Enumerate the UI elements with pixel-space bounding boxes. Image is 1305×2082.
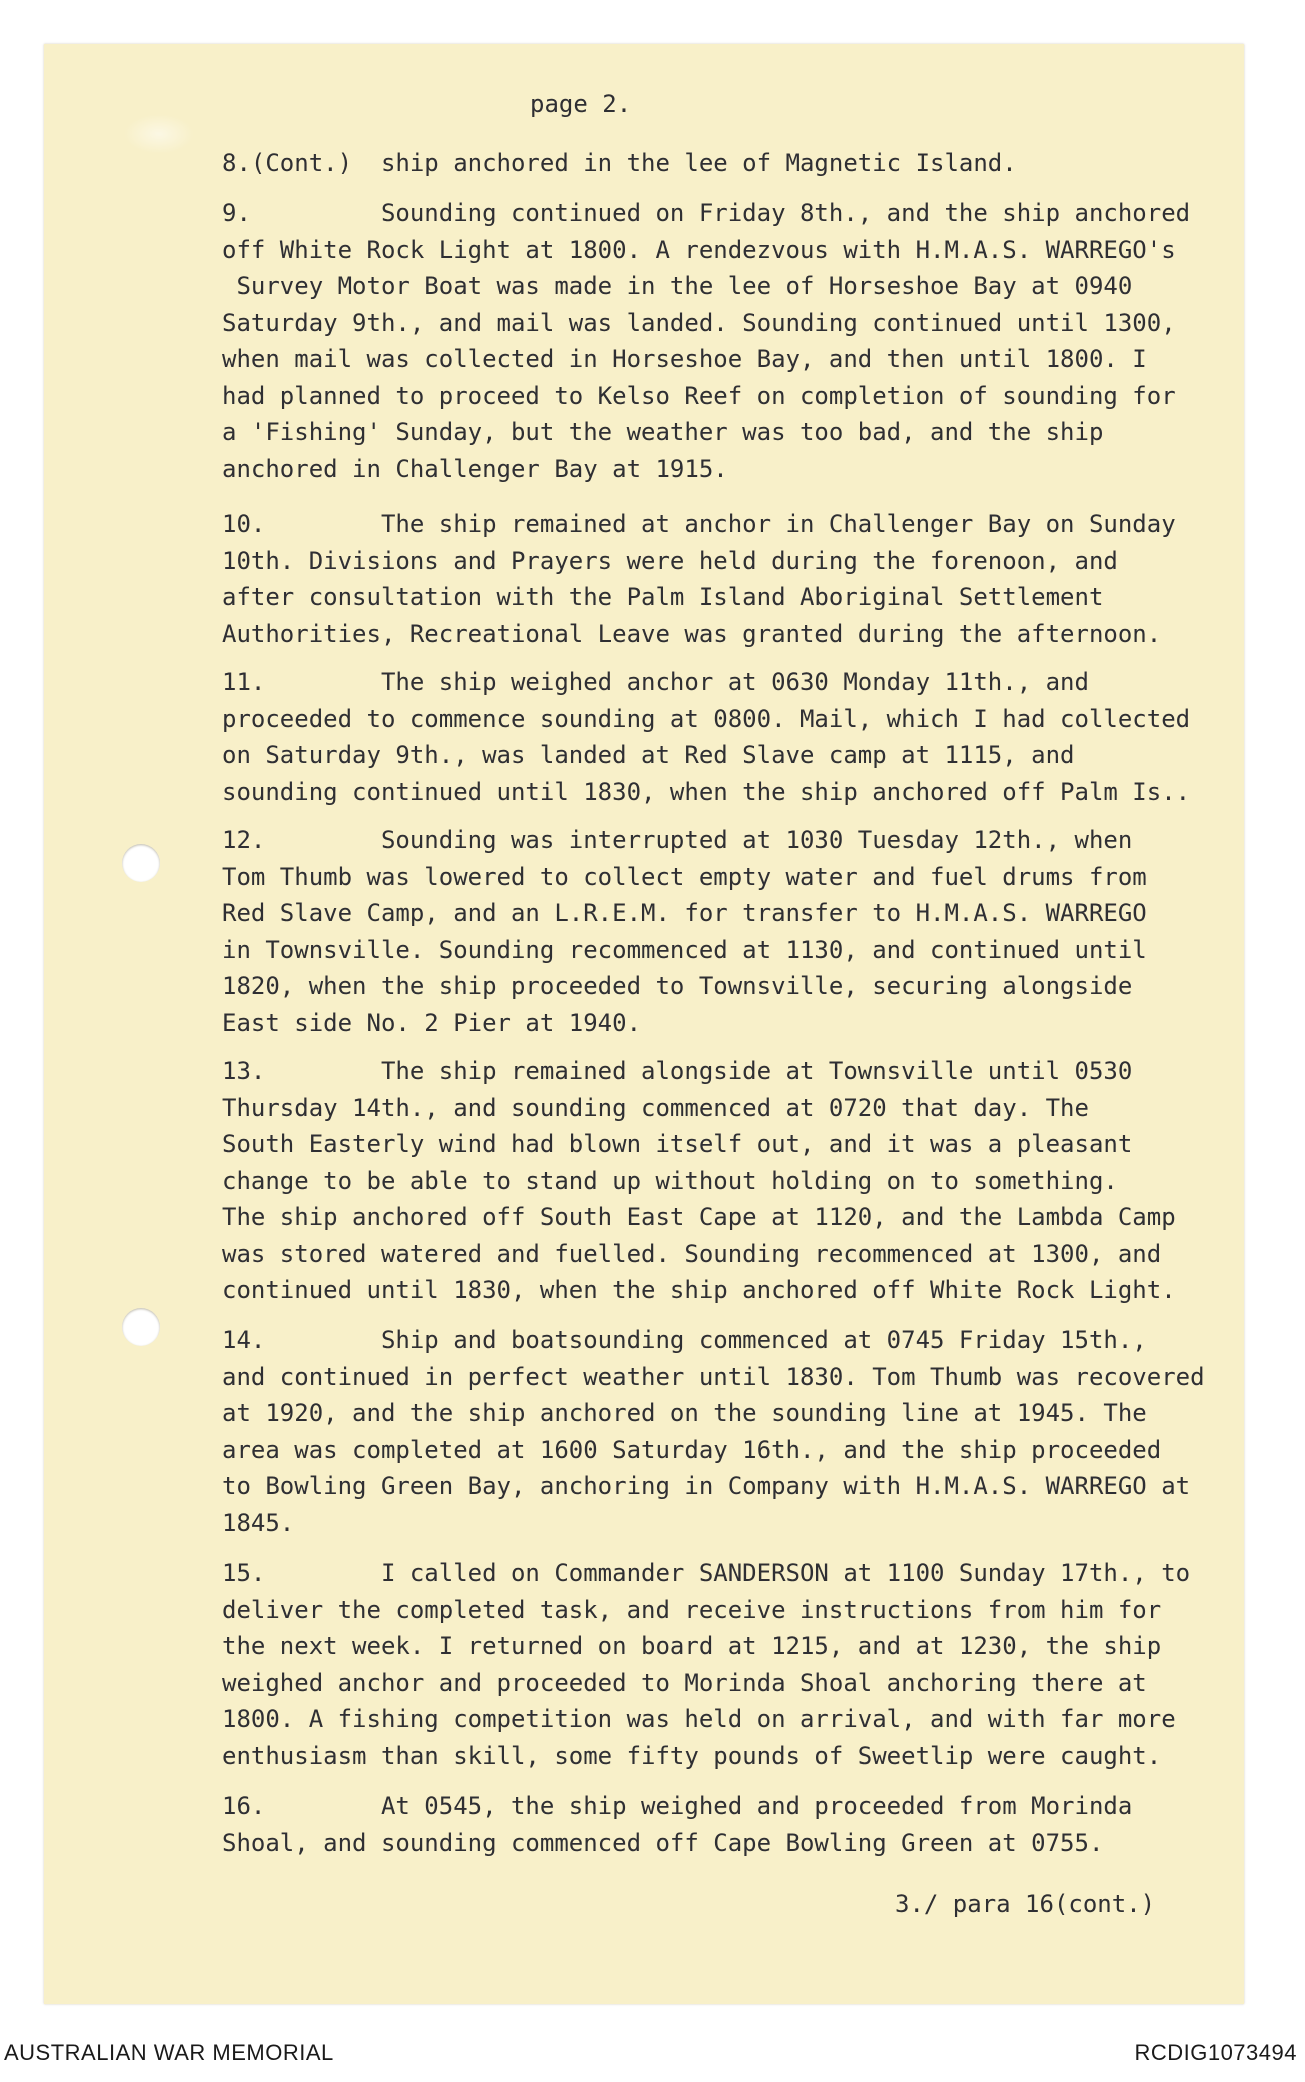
text-line: Survey Motor Boat was made in the lee of Horseshoe Bay at 0940	[222, 272, 1133, 300]
continuation-note: 3./ para 16(cont.)	[895, 1890, 1156, 1918]
text-line: on Saturday 9th., was landed at Red Slave camp at 1115, and	[222, 741, 1075, 769]
text-line: proceeded to commence sounding at 0800. Mail, which I had collected	[222, 704, 1191, 733]
paragraph-15	[222, 1555, 1242, 1774]
text-line: after consultation with the Palm Island Aboriginal Settlement	[222, 583, 1104, 611]
page-number: page 2.	[530, 90, 632, 118]
paragraph-16	[222, 1788, 1242, 1861]
paragraph-9	[222, 195, 1242, 487]
text-line: 12. Sounding was interrupted at 1030 Tuesday 12th., when	[222, 826, 1133, 854]
text-line: at 1920, and the ship anchored on the sounding line at 1945. The	[222, 1399, 1147, 1427]
text-line: Thursday 14th., and sounding commenced at 0720 that day. The	[222, 1093, 1089, 1122]
paragraph-11	[222, 664, 1242, 810]
text-line: 1820, when the ship proceeded to Townsville, securing alongside	[222, 972, 1133, 1000]
text-line: a 'Fishing' Sunday, but the weather was too bad, and the ship	[222, 418, 1104, 446]
paragraph-12	[222, 822, 1242, 1041]
text-line: had planned to proceed to Kelso Reef on completion of sounding for	[222, 381, 1176, 410]
paragraph-8	[222, 145, 1242, 182]
text-line: 10. The ship remained at anchor in Challenger Bay on Sunday	[222, 510, 1176, 538]
text-line: East side No. 2 Pier at 1940.	[222, 1008, 642, 1037]
text-line: off White Rock Light at 1800. A rendezvous with H.M.A.S. WARREGO's	[222, 235, 1176, 264]
text-line: 11. The ship weighed anchor at 0630 Monday 11th., and	[222, 668, 1089, 696]
text-line: Red Slave Camp, and an L.R.E.M. for transfer to H.M.A.S. WARREGO	[222, 899, 1147, 927]
text-line: 9. Sounding continued on Friday 8th., and the ship anchored	[222, 199, 1191, 227]
text-line: to Bowling Green Bay, anchoring in Company with H.M.A.S. WARREGO at	[222, 1472, 1191, 1500]
text-line: area was completed at 1600 Saturday 16th., and the ship proceeded	[222, 1435, 1162, 1464]
text-line: Shoal, and sounding commenced off Cape Bowling Green at 0755.	[222, 1828, 1104, 1857]
paragraph-14	[222, 1322, 1242, 1541]
text-line: when mail was collected in Horseshoe Bay, and then until 1800. I	[222, 345, 1147, 373]
text-line: sounding continued until 1830, when the ship anchored off Palm Is..	[222, 777, 1191, 806]
text-line: 14. Ship and boatsounding commenced at 0745 Friday 15th.,	[222, 1326, 1147, 1354]
text-line: The ship anchored off South East Cape at 1120, and the Lambda Camp	[222, 1203, 1176, 1231]
text-line: anchored in Challenger Bay at 1915.	[222, 454, 728, 483]
text-line: Saturday 9th., and mail was landed. Sounding continued until 1300,	[222, 308, 1176, 337]
text-line: was stored watered and fuelled. Sounding recommenced at 1300, and	[222, 1239, 1162, 1268]
punch-hole	[122, 844, 160, 882]
paper-smudge	[124, 114, 194, 154]
text-line: 10th. Divisions and Prayers were held during the forenoon, and	[222, 546, 1118, 575]
text-line: in Townsville. Sounding recommenced at 1130, and continued until	[222, 935, 1147, 964]
text-line: Tom Thumb was lowered to collect empty water and fuel drums from	[222, 862, 1147, 891]
archive-reference-id: RCDIG1073494	[1134, 2040, 1297, 2065]
text-line: 8.(Cont.) ship anchored in the lee of Magnetic Island.	[222, 149, 1017, 177]
text-line: Authorities, Recreational Leave was granted during the afternoon.	[222, 619, 1162, 648]
text-line: 16. At 0545, the ship weighed and proceeded from Morinda	[222, 1792, 1133, 1820]
text-line: weighed anchor and proceeded to Morinda Shoal anchoring there at	[222, 1668, 1147, 1697]
punch-hole	[122, 1308, 160, 1346]
text-line: 13. The ship remained alongside at Townsville until 0530	[222, 1057, 1133, 1085]
text-line: 15. I called on Commander SANDERSON at 1100 Sunday 17th., to	[222, 1559, 1191, 1587]
text-line: 1800. A fishing competition was held on arrival, and with far more	[222, 1705, 1176, 1733]
text-line: change to be able to stand up without holding on to something.	[222, 1166, 1118, 1195]
text-line: and continued in perfect weather until 1830. Tom Thumb was recovered	[222, 1362, 1205, 1391]
text-line: the next week. I returned on board at 1215, and at 1230, the ship	[222, 1632, 1162, 1660]
text-line: deliver the completed task, and receive instructions from him for	[222, 1595, 1162, 1624]
text-line: 1845.	[222, 1508, 295, 1537]
text-line: continued until 1830, when the ship anchored off White Rock Light.	[222, 1276, 1176, 1304]
text-line: enthusiasm than skill, some fifty pounds of Sweetlip were caught.	[222, 1741, 1162, 1770]
paragraph-10	[222, 506, 1242, 652]
paragraph-13	[222, 1053, 1242, 1309]
archive-credit: AUSTRALIAN WAR MEMORIAL	[4, 2040, 334, 2065]
text-line: South Easterly wind had blown itself out, and it was a pleasant	[222, 1130, 1133, 1158]
